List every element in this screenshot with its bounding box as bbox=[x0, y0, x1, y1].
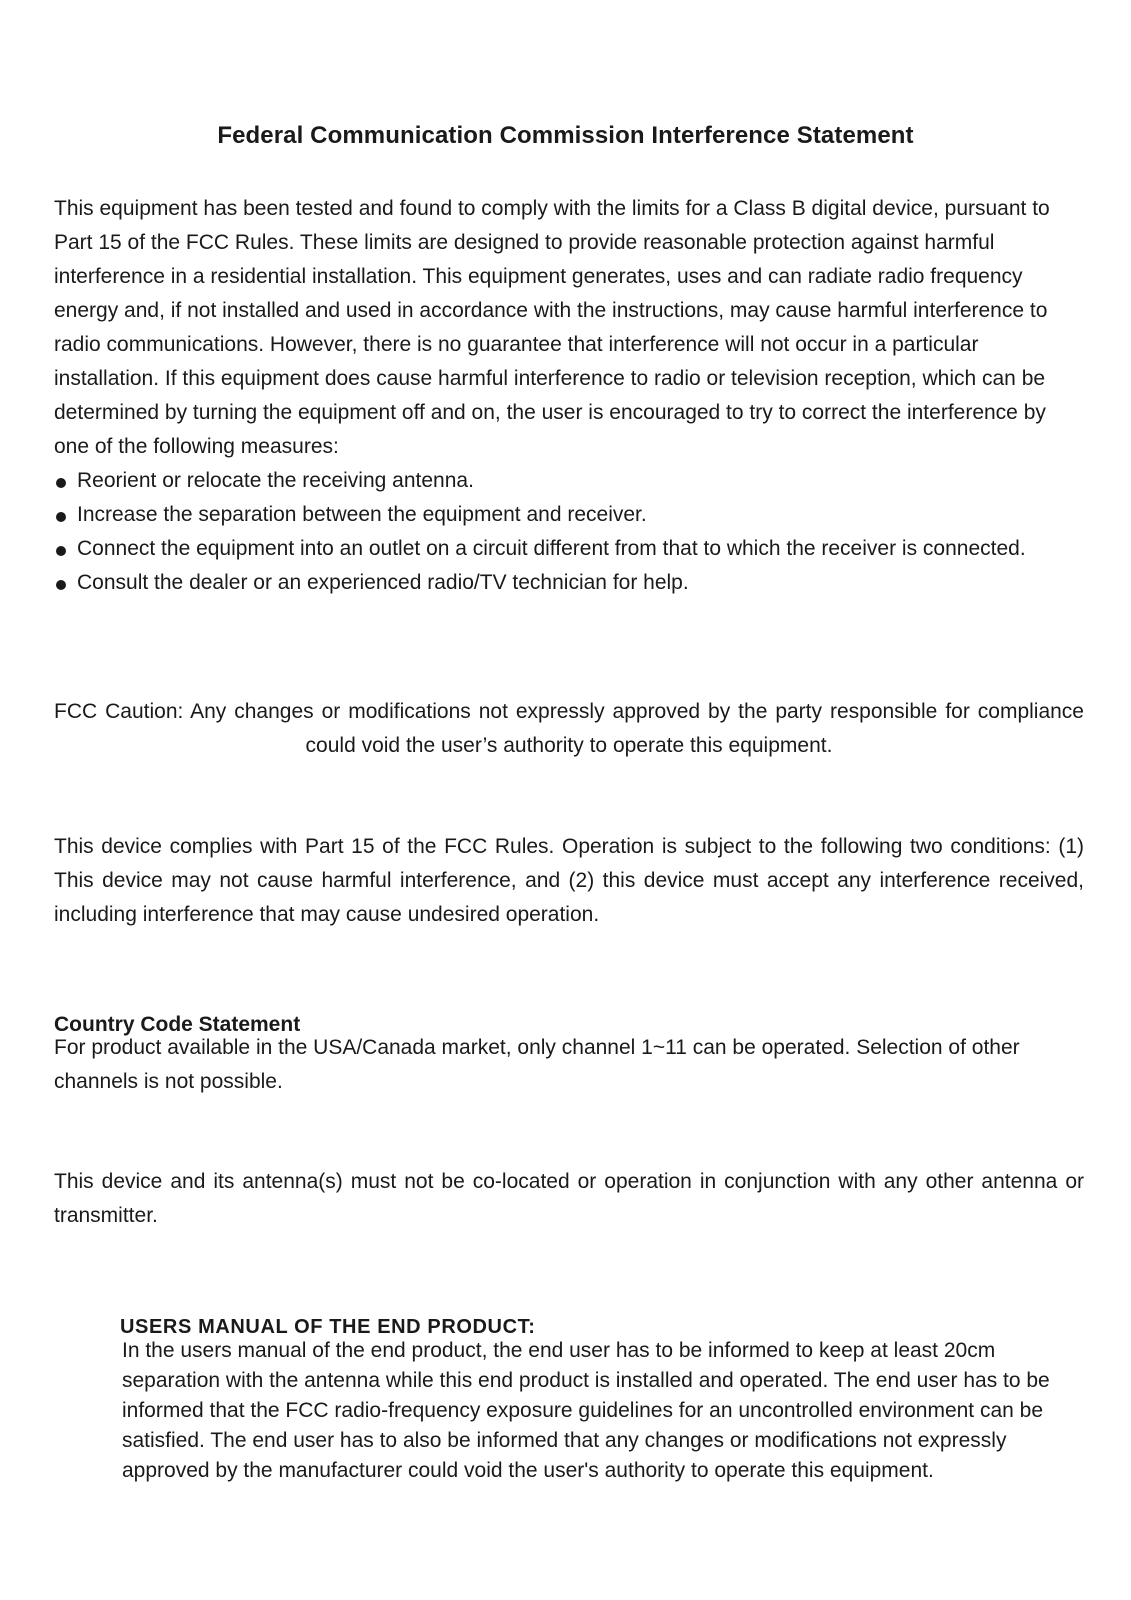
measure-text: Connect the equipment into an outlet on a circuit different from that to which the receiver is connected. bbox=[77, 537, 1026, 560]
country-code-heading: Country Code Statement bbox=[54, 1013, 301, 1036]
users-manual-heading: USERS MANUAL OF THE END PRODUCT: bbox=[120, 1316, 536, 1338]
list-item bbox=[54, 464, 1084, 498]
measure-text: Consult the dealer or an experienced radio/TV technician for help. bbox=[77, 571, 689, 594]
users-manual-text: In the users manual of the end product, the end user has to be informed to keep at least 20cm separation with the antenna while this end product is installed and operated. The end user has to be informed that the FCC radio-frequency exposure guidelines for an uncontrolled environment can be satisfied. The end user has to also be informed that any changes or modifications not expressly approved by the manufacturer could void the user's authority to operate this equipment. bbox=[122, 1339, 1050, 1482]
country-code-text: For product available in the USA/Canada market, only channel 1~11 can be operated. Selection of other channels is not possible. bbox=[54, 1036, 1020, 1093]
bullet-icon bbox=[56, 478, 66, 488]
bullet-icon bbox=[56, 546, 66, 556]
measure-text: Increase the separation between the equipment and receiver. bbox=[77, 503, 647, 526]
measure-text: Reorient or relocate the receiving antenna. bbox=[77, 469, 474, 492]
fcc-caution: FCC Caution: Any changes or modifications not expressly approved by the party responsible for compliance could void the user’s authority to operate this equipment. bbox=[54, 700, 1084, 757]
list-item bbox=[54, 566, 1084, 600]
list-item bbox=[54, 498, 1084, 532]
bullet-icon bbox=[56, 580, 66, 590]
list-item bbox=[54, 532, 1084, 566]
page-title: Federal Communication Commission Interference Statement bbox=[217, 122, 914, 149]
part15-paragraph: This device complies with Part 15 of the FCC Rules. Operation is subject to the following two conditions: (1) This device may not cause harmful interference, and (2) this device must accept any interference received, including interference that may cause undesired operation. bbox=[54, 835, 1084, 926]
measures-list bbox=[54, 464, 1084, 600]
bullet-icon bbox=[56, 512, 66, 522]
colocation-paragraph: This device and its antenna(s) must not be co-located or operation in conjunction with any other antenna or transmitter. bbox=[54, 1170, 1084, 1227]
interference-paragraph: This equipment has been tested and found to comply with the limits for a Class B digital device, pursuant to Part 15 of the FCC Rules. These limits are designed to provide reasonable protection against harmful interference in a residential installation. This equipment generates, uses and can radiate radio frequency energy and, if not installed and used in accordance with the instructions, may cause harmful interference to radio communications. However, there is no guarantee that interference will not occur in a particular installation. If this equipment does cause harmful interference to radio or television reception, which can be determined by turning the equipment off and on, the user is encouraged to try to correct the interference by one of the following measures: bbox=[54, 197, 1050, 458]
